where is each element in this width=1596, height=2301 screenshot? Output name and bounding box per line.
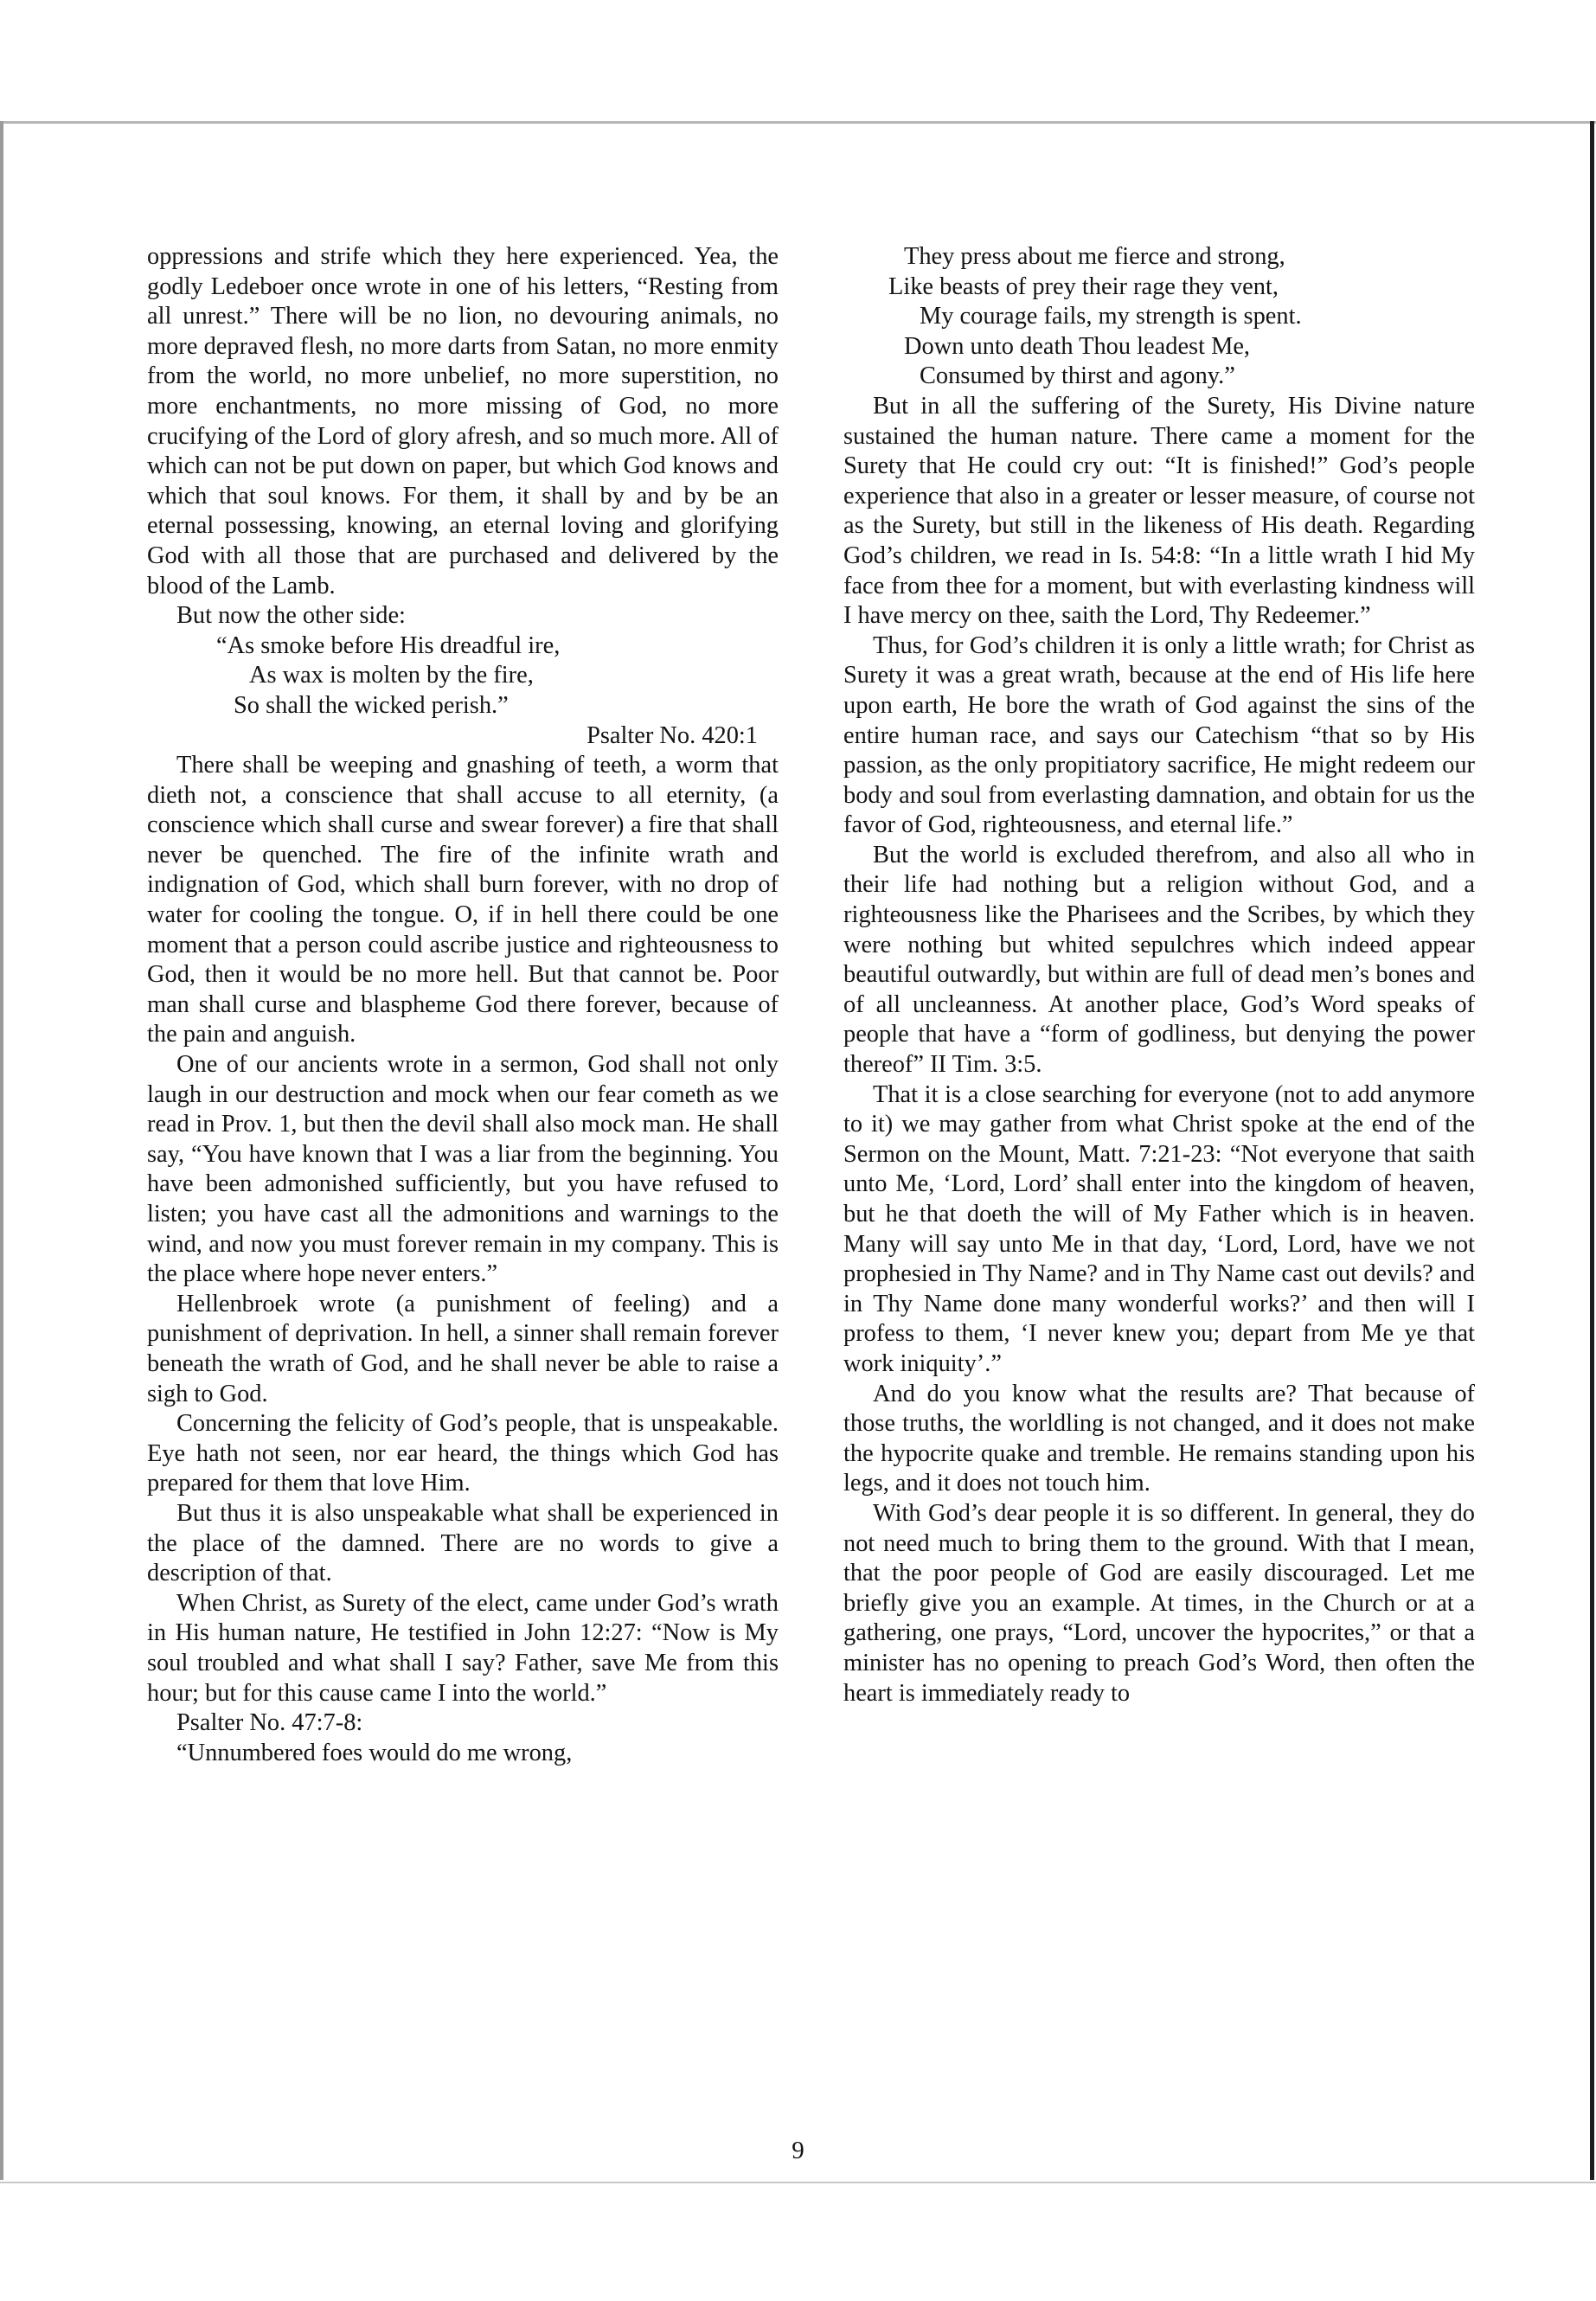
verse-line: Consumed by thirst and agony.” <box>920 362 1235 390</box>
verse-line: As wax is molten by the fire, <box>249 662 534 689</box>
paragraph: Concerning the felicity of God’s people, that is unspeakable. Eye hath not seen, nor ear heard, the things which God has prepared for them that love Him. <box>147 1410 779 1497</box>
verse-line: Like beasts of prey their rage they vent, <box>888 272 1279 300</box>
verse-line: Down unto death Thou leadest Me, <box>904 332 1251 360</box>
scan-edge-top <box>0 121 1596 124</box>
verse-line: They press about me fierce and strong, <box>904 243 1285 270</box>
page-number: 9 <box>792 2137 804 2164</box>
scan-edge-bottom <box>0 2182 1596 2183</box>
scan-edge-left <box>0 121 3 2180</box>
verse-line: So shall the wicked perish.” <box>234 691 509 719</box>
paragraph: But the world is excluded therefrom, and also all who in their life had nothing but a religion without God, and a righteousness like the Pharisees and the Scribes, by which they were nothing but whited sepulchres which indeed appear beautiful outwardly, but within are full of dead men’s bones and of all uncleanness. At another place, God’s Word speaks of people that have a “form of godliness, but denying the power thereof” II Tim. 3:5. <box>843 841 1475 1079</box>
paragraph: Thus, for God’s children it is only a little wrath; for Christ as Surety it was a great wrath, because at the end of His life here upon earth, He bore the wrath of God against the sins of the entire human race, and says our Catechism “that so by His passion, as the only propitiatory sacrifice, He might redeem our body and soul from everlasting damnation, and obtain for us the favor of God, righteousness, and eternal life.” <box>843 631 1475 839</box>
paragraph: Hellenbroek wrote (a punishment of feeling) and a punishment of deprivation. In hell, a sinner shall remain forever beneath the wrath of God, and he shall never be able to raise a sigh to God. <box>147 1290 779 1407</box>
paragraph: oppressions and strife which they here experienced. Yea, the godly Ledeboer once wrote in one of his letters, “Resting from all unrest.” There will be no lion, no devouring animals, no more depraved flesh, no more darts from Satan, no more enmity from the world, no more unbelief, no more superstition, no more enchantments, no more missing of God, no more crucifying of the Lord of glory afresh, and so much more. All of which can not be put down on paper, but which God knows and which that soul knows. For them, it shall by and by be an eternal possessing, knowing, an eternal loving and glorifying God with all those that are purchased and delivered by the blood of the Lamb. <box>147 243 779 599</box>
left-column <box>147 242 779 1768</box>
verse-line: My courage fails, my strength is spent. <box>920 303 1302 330</box>
paragraph: With God’s dear people it is so different. In general, they do not need much to bring them to the ground. With that I mean, that the poor people of God are easily discouraged. Let me briefly give you an example. At times, in the Church or at a gathering, one prays, “Lord, uncover the hypocrites,” or that a minister has no opening to preach God’s Word, then often the heart is immediately ready to <box>843 1499 1475 1707</box>
paragraph: But now the other side: <box>176 602 406 630</box>
paragraph: And do you know what the results are? That because of those truths, the worldling is not changed, and it does not make the hypocrite quake and tremble. He remains standing upon his legs, and it does not touch him. <box>843 1380 1475 1497</box>
psalter-citation: Psalter No. 420:1 <box>586 721 758 749</box>
paragraph: That it is a close searching for everyone (not to add anymore to it) we may gather from what Christ spoke at the end of the Sermon on the Mount, Matt. 7:21-23: “Not everyone that saith unto Me, ‘Lord, Lord’ shall enter into the kingdom of heaven, but he that doeth the will of My Father which is in heaven. Many will say unto Me in that day, ‘Lord, Lord, have we not prophesied in Thy Name? and in Thy Name cast out devils? and in Thy Name done many wonderful works?’ and then will I profess to them, ‘I never knew you; depart from Me ye that work iniquity’.” <box>843 1080 1475 1377</box>
paragraph: One of our ancients wrote in a sermon, God shall not only laugh in our destruction and mock when our fear cometh as we read in Prov. 1, but then the devil shall also mock man. He shall say, “You have known that I was a liar from the beginning. You have been admonished sufficiently, but you have refused to listen; you have cast all the admonitions and warnings to the wind, and now you must forever remain in my company. This is the place where hope never enters.” <box>147 1051 779 1288</box>
right-column <box>843 242 1475 1708</box>
paragraph: Psalter No. 47:7-8: <box>176 1709 363 1737</box>
paragraph: But in all the suffering of the Surety, His Divine nature sustained the human nature. There came a moment for the Surety that He could cry out: “It is finished!” God’s people experience that also in a greater or lesser measure, of course not as the Surety, but still in the likeness of His death. Regarding God’s children, we read in Is. 54:8: “In a little wrath I hid My face from thee for a moment, but with everlasting kindness will I have mercy on thee, saith the Lord, Thy Redeemer.” <box>843 392 1475 630</box>
scan-edge-right <box>1590 121 1594 2180</box>
paragraph: There shall be weeping and gnashing of teeth, a worm that dieth not, a conscience that shall accuse to all eternity, (a conscience which shall curse and swear forever) a fire that shall never be quenched. The fire of the infinite wrath and indignation of God, which shall burn forever, with no drop of water for cooling the tongue. O, if in hell there could be one moment that a person could ascribe justice and righteousness to God, then it would be no more hell. But that cannot be. Poor man shall curse and blaspheme God there forever, because of the pain and anguish. <box>147 752 779 1048</box>
paragraph: When Christ, as Surety of the elect, came under God’s wrath in His human nature, He testified in John 12:27: “Now is My soul troubled and what shall I say? Father, save Me from this hour; but for this cause came I into the world.” <box>147 1589 779 1707</box>
paragraph: But thus it is also unspeakable what shall be experienced in the place of the damned. There are no words to give a description of that. <box>147 1499 779 1587</box>
verse-line: “As smoke before His dreadful ire, <box>216 631 561 659</box>
verse-line: “Unnumbered foes would do me wrong, <box>176 1739 573 1766</box>
